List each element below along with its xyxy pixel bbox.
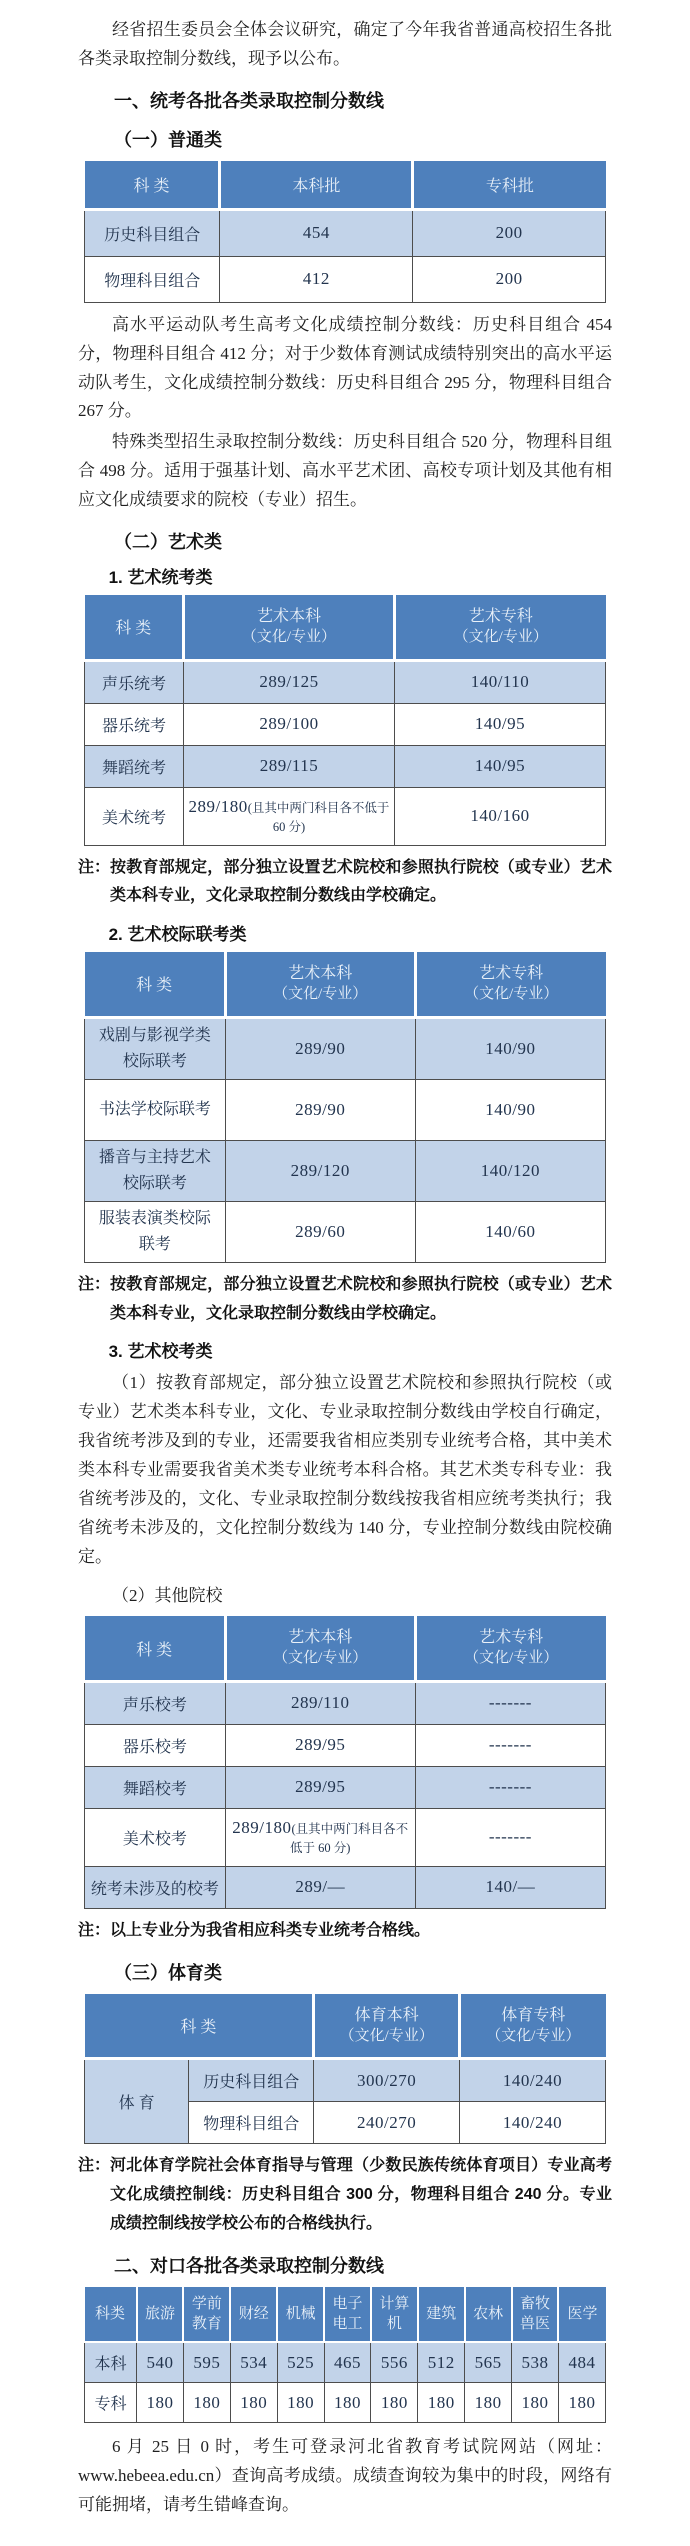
row-label: 美术校考 (85, 1808, 226, 1866)
score-cell: 465 (324, 2342, 371, 2383)
sports-note (78, 2152, 612, 2238)
score-value: 289/180 (232, 1817, 292, 1837)
header-line-1: 体育本科 (354, 2006, 419, 2024)
row-label: 舞蹈统考 (85, 745, 184, 787)
table-row (85, 2383, 606, 2423)
score-cell: 140/120 (415, 1140, 605, 1201)
table-row (85, 787, 606, 845)
heading-art-joint: 2. 艺术校际联考类 (108, 925, 247, 945)
group-label-sports: 体 育 (85, 2059, 189, 2144)
sports-score-table (84, 1994, 606, 2145)
header-cell-category: 科 类 (85, 952, 226, 1017)
header-cell-category: 科 类 (85, 1616, 226, 1681)
art-joint-score-table (84, 952, 606, 1263)
xiaokao-rule-paragraph: （1）按教育部规定，部分独立设置艺术院校和参照执行院校（或专业）艺术类本科专业，文化、专业录取控制分数线由学校自行确定，我省统考涉及到的专业，还需要我省相应类别专业统考合格，其中美术类本科专业需要我省美术类专业统考本科合格。其艺术类专科专业：我省统考涉及的，文化、专业录取控制分数线按我省相应统考类执行；我省统考未涉及的，文化控制分数线为 140 分，专业控制分数线由院校确定。 (78, 1373, 612, 1566)
score-cell: 289/110 (225, 1681, 415, 1724)
score-cell: 140/90 (415, 1017, 605, 1079)
special-type-paragraph: 特殊类型招生录取控制分数线：历史科目组合 520 分，物理科目组合 498 分。适用于强基计划、高水平艺术团、高校专项计划及其他有相应文化成绩要求的院校（专业）招生。 (78, 432, 612, 510)
table-row (85, 2342, 606, 2383)
header-cell-subject: 医学 (558, 2287, 605, 2343)
subsection-heading-general: （一）普通类 (114, 129, 222, 150)
note-label: 注： (78, 1921, 111, 1939)
header-cell-category: 科 类 (85, 1994, 314, 2059)
score-cell: 180 (137, 2383, 184, 2423)
table-header-row (85, 1994, 606, 2059)
score-cell: 289/95 (225, 1724, 415, 1766)
score-cell: 200 (413, 209, 606, 256)
art-unified-note (78, 854, 612, 912)
score-cell: 525 (277, 2342, 324, 2383)
score-cell: 180 (418, 2383, 465, 2423)
row-label: 统考未涉及的校考 (85, 1866, 226, 1908)
score-cell: 289/125 (183, 660, 394, 703)
header-cell-subject: 电子电工 (324, 2287, 371, 2343)
header-cell-zhuanke: 专科批 (413, 161, 606, 210)
table-header-row (85, 595, 606, 660)
row-label: 声乐校考 (85, 1681, 226, 1724)
score-cell: 200 (413, 256, 606, 302)
dash-cell: ------- (415, 1808, 605, 1866)
table-row (85, 1140, 606, 1201)
score-cell: 240/270 (314, 2102, 460, 2144)
row-label: 舞蹈校考 (85, 1766, 226, 1808)
score-cell: 140/110 (394, 660, 605, 703)
row-label: 本科 (85, 2342, 137, 2383)
score-cell: 180 (277, 2383, 324, 2423)
header-line-2: （文化/专业） (241, 628, 337, 645)
header-line-2: （文化/专业） (339, 2027, 434, 2044)
header-line-1: 艺术本科 (256, 608, 321, 626)
header-cell-subject: 农林 (465, 2287, 512, 2343)
subsection-heading-sports: （三）体育类 (114, 1962, 222, 1983)
score-value: 289/180 (188, 796, 248, 816)
heading-other-colleges: （2）其他院校 (112, 1585, 223, 1605)
header-line-1: 艺术本科 (288, 965, 353, 983)
score-cell: 289/— (225, 1866, 415, 1908)
art-xiaokao-score-table (84, 1616, 606, 1909)
score-cell: 289/90 (225, 1079, 415, 1140)
score-cell: 180 (230, 2383, 277, 2423)
note-label: 注： (78, 1275, 111, 1293)
note-label: 注： (78, 858, 111, 876)
header-cell-subject: 财经 (230, 2287, 277, 2343)
row-label: 声乐统考 (85, 660, 184, 703)
row-label: 物理科目组合 (85, 256, 220, 302)
header-line-1: 艺术专科 (468, 608, 533, 626)
score-cell: 140/95 (394, 745, 605, 787)
score-cell: 140/95 (394, 703, 605, 745)
heading-art-xiaokao: 3. 艺术校考类 (108, 1342, 213, 1362)
header-cell-sports-zhuanke (460, 1994, 606, 2059)
table-row (85, 1201, 606, 1262)
general-score-table (84, 161, 606, 303)
header-line-1: 艺术专科 (479, 965, 544, 983)
header-cell-category: 科 类 (85, 595, 184, 660)
row-label: 器乐校考 (85, 1724, 226, 1766)
score-cell: 140/160 (394, 787, 605, 845)
header-line-2: （文化/专业） (453, 628, 548, 645)
note-label: 注： (78, 2157, 111, 2175)
header-line-2: （文化/专业） (464, 985, 559, 1002)
score-cell: 289/120 (225, 1140, 415, 1201)
score-cell: 180 (465, 2383, 512, 2423)
header-cell-subject: 学前教育 (183, 2287, 230, 2343)
score-cell: 540 (137, 2342, 184, 2383)
score-cell: 289/115 (183, 745, 394, 787)
row-label: 服装表演类校际联考 (85, 1201, 226, 1262)
score-cell: 180 (183, 2383, 230, 2423)
row-label: 历史科目组合 (85, 209, 220, 256)
header-line-2: （文化/专业） (273, 1650, 368, 1667)
score-cell: 484 (558, 2342, 605, 2383)
header-cell-benke: 本科批 (220, 161, 413, 210)
score-condition: (且其中两门科目各不低于 60 分) (290, 1821, 409, 1855)
table-row (85, 256, 606, 302)
score-cell: 538 (512, 2342, 559, 2383)
table-row (85, 660, 606, 703)
score-cell: 180 (558, 2383, 605, 2423)
heading-art-unified: 1. 艺术统考类 (108, 568, 213, 588)
score-cell: 565 (465, 2342, 512, 2383)
row-label: 专科 (85, 2383, 137, 2423)
score-cell: 140/— (415, 1866, 605, 1908)
header-line-1: 体育专科 (501, 2006, 566, 2024)
section-heading-duikou: 二、对口各批各类录取控制分数线 (114, 2255, 384, 2276)
header-cell-subject: 建筑 (418, 2287, 465, 2343)
score-cell-with-condition (225, 1808, 415, 1866)
header-cell-subject: 畜牧兽医 (512, 2287, 559, 2343)
score-cell: 534 (230, 2342, 277, 2383)
section-heading-unified-exam: 一、统考各批各类录取控制分数线 (114, 90, 384, 111)
row-label: 物理科目组合 (189, 2102, 314, 2144)
header-cell-art-benke (225, 1616, 415, 1681)
table-header-row (85, 2287, 606, 2343)
dash-cell: ------- (415, 1724, 605, 1766)
row-label: 器乐统考 (85, 703, 184, 745)
score-cell: 289/60 (225, 1201, 415, 1262)
table-row (85, 1681, 606, 1724)
table-row (85, 2059, 606, 2102)
table-row (85, 1079, 606, 1140)
row-label: 美术统考 (85, 787, 184, 845)
score-condition: (且其中两门科目各不低于 60 分) (247, 800, 390, 834)
row-label: 播音与主持艺术校际联考 (85, 1140, 226, 1201)
table-row (85, 703, 606, 745)
table-row (85, 1017, 606, 1079)
row-label: 历史科目组合 (189, 2059, 314, 2102)
score-cell: 140/90 (415, 1079, 605, 1140)
header-line-2: （文化/专业） (486, 2027, 581, 2044)
table-row (85, 1724, 606, 1766)
table-row (85, 745, 606, 787)
note-text: 按教育部规定，部分独立设置艺术院校和参照执行院校（或专业）艺术类本科专业，文化录取控制分数线由学校确定。 (110, 1275, 612, 1322)
note-text: 按教育部规定，部分独立设置艺术院校和参照执行院校（或专业）艺术类本科专业，文化录取控制分数线由学校确定。 (110, 858, 612, 905)
score-cell: 180 (371, 2383, 418, 2423)
score-cell: 412 (220, 256, 413, 302)
high-level-athletes-paragraph: 高水平运动队考生高考文化成绩控制分数线：历史科目组合 454 分，物理科目组合 412 分；对于少数体育测试成绩特别突出的高水平运动队考生，文化成绩控制分数线：历史科目组合 295 分，物理科目组合 267 分。 (78, 314, 612, 421)
header-cell-category: 科 类 (85, 161, 220, 210)
art-joint-note (78, 1271, 612, 1329)
score-cell: 300/270 (314, 2059, 460, 2102)
subsection-heading-art: （二）艺术类 (114, 532, 222, 553)
header-cell-category: 科类 (85, 2287, 137, 2343)
header-cell-art-zhuanke (394, 595, 605, 660)
header-cell-subject: 旅游 (137, 2287, 184, 2343)
score-cell-with-condition (183, 787, 394, 845)
score-cell: 140/60 (415, 1201, 605, 1262)
note-text: 河北体育学院社会体育指导与管理（少数民族传统体育项目）专业高考文化成绩控制线：历史科目组合 300 分，物理科目组合 240 分。专业成绩控制线按学校公布的合格线执行。 (110, 2157, 612, 2232)
footer-paragraph: 6 月 25 日 0 时，考生可登录河北省教育考试院网站（网址：www.hebeea.edu.cn）查询高考成绩。成绩查询较为集中的时段，网络有可能拥堵，请考生错峰查询。 (78, 2437, 612, 2514)
table-header-row (85, 161, 606, 210)
score-cell: 140/240 (460, 2102, 606, 2144)
xiaokao-note (78, 1917, 612, 1946)
score-cell: 289/100 (183, 703, 394, 745)
header-line-1: 艺术本科 (288, 1629, 353, 1647)
dash-cell: ------- (415, 1681, 605, 1724)
table-row (85, 1808, 606, 1866)
table-row (85, 209, 606, 256)
score-cell: 140/240 (460, 2059, 606, 2102)
header-cell-sports-benke (314, 1994, 460, 2059)
score-cell: 289/90 (225, 1017, 415, 1079)
table-header-row (85, 1616, 606, 1681)
note-text: 以上专业分为我省相应科类专业统考合格线。 (110, 1921, 431, 1939)
table-row (85, 1766, 606, 1808)
score-cell: 595 (183, 2342, 230, 2383)
intro-paragraph: 经省招生委员会全体会议研究，确定了今年我省普通高校招生各批各类录取控制分数线，现予以公布。 (78, 20, 612, 68)
header-cell-art-benke (225, 952, 415, 1017)
row-label: 戏剧与影视学类校际联考 (85, 1017, 226, 1079)
score-cell: 512 (418, 2342, 465, 2383)
header-line-1: 艺术专科 (479, 1629, 544, 1647)
header-cell-art-zhuanke (415, 952, 605, 1017)
row-label: 书法学校际联考 (85, 1079, 226, 1140)
header-cell-subject: 机械 (277, 2287, 324, 2343)
score-cell: 454 (220, 209, 413, 256)
art-unified-score-table (84, 595, 606, 846)
duikou-score-table (84, 2287, 606, 2424)
header-cell-subject: 计算机 (371, 2287, 418, 2343)
header-line-2: （文化/专业） (273, 985, 368, 1002)
header-cell-art-zhuanke (415, 1616, 605, 1681)
score-cell: 180 (512, 2383, 559, 2423)
score-cell: 289/95 (225, 1766, 415, 1808)
dash-cell: ------- (415, 1766, 605, 1808)
table-header-row (85, 952, 606, 1017)
score-cell: 556 (371, 2342, 418, 2383)
score-cell: 180 (324, 2383, 371, 2423)
header-cell-art-benke (183, 595, 394, 660)
header-line-2: （文化/专业） (464, 1650, 559, 1667)
table-row (85, 1866, 606, 1908)
